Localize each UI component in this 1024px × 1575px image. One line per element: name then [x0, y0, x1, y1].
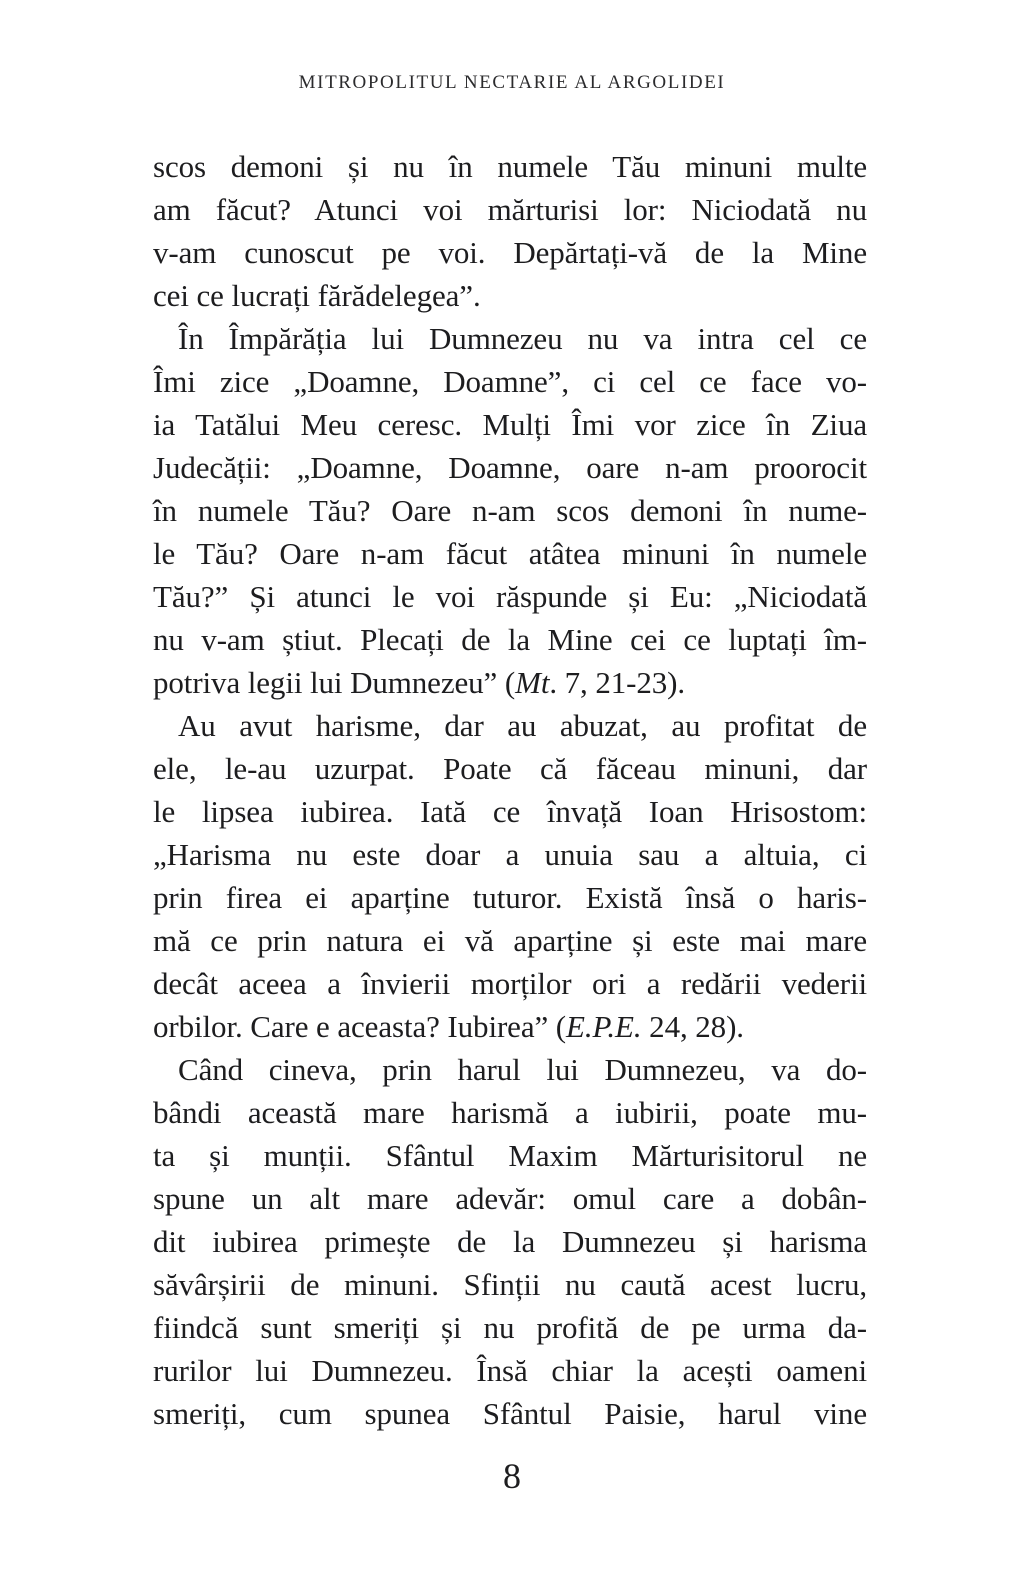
text-line: mă ce prin natura ei vă aparține și este mai mare [153, 923, 867, 958]
text-line: Când cineva, prin harul lui Dumnezeu, va do- [178, 1052, 867, 1087]
text-line: ele, le-au uzurpat. Poate că făceau minuni, dar [153, 751, 867, 786]
text-line: fiindcă sunt smeriți și nu profită de pe urma da- [153, 1310, 867, 1345]
text-line: Au avut harisme, dar au abuzat, au profitat de [178, 708, 867, 743]
text-line: Tău?” Și atunci le voi răspunde și Eu: „Niciodată [153, 579, 867, 614]
text-line [153, 1005, 867, 1048]
text-line: în numele Tău? Oare n-am scos demoni în nume- [153, 493, 867, 528]
text-line: bândi această mare harismă a iubirii, poate mu- [153, 1095, 867, 1130]
text-line: am făcut? Atunci voi mărturisi lor: Niciodată nu [153, 192, 867, 227]
page-number: 8 [503, 1456, 521, 1496]
text-line: În Împărăția lui Dumnezeu nu va intra cel ce [178, 321, 867, 356]
paragraph [153, 145, 867, 317]
paragraph [153, 704, 867, 1048]
text-line: le Tău? Oare n-am făcut atâtea minuni în numele [153, 536, 867, 571]
text-line: ia Tatălui Meu ceresc. Mulți Îmi vor zice în Ziua [153, 407, 867, 442]
text-line: „Harisma nu este doar a unuia sau a altuia, ci [153, 837, 867, 872]
text-line: prin firea ei aparține tuturor. Există însă o haris- [153, 880, 867, 915]
text-line: ta și munții. Sfântul Maxim Mărturisitorul ne [153, 1138, 867, 1173]
text-line: nu v-am știut. Plecați de la Mine cei ce luptați îm- [153, 622, 867, 657]
text-line: Judecății: „Doamne, Doamne, oare n-am proorocit [153, 450, 867, 485]
running-header: MITROPOLITUL NECTARIE AL ARGOLIDEI [298, 72, 726, 93]
page-body [153, 145, 867, 1435]
text-segment: potriva legii lui Dumnezeu” ( [153, 665, 516, 700]
paragraph [153, 1048, 867, 1435]
text-line: le lipsea iubirea. Iată ce învață Ioan Hrisostom: [153, 794, 867, 829]
text-line: săvârșirii de minuni. Sfinții nu caută acest lucru, [153, 1267, 867, 1302]
text-line: spune un alt mare adevăr: omul care a dobân- [153, 1181, 867, 1216]
text-line: smeriți, cum spunea Sfântul Paisie, harul vine [153, 1396, 867, 1431]
text-segment: orbilor. Care e aceasta? Iubirea” ( [153, 1009, 567, 1044]
citation-ref: Mt [515, 665, 550, 700]
text-line: v-am cunoscut pe voi. Depărtați-vă de la Mine [153, 235, 867, 270]
text-line: Îmi zice „Doamne, Doamne”, ci cel ce face vo- [153, 364, 867, 399]
text-line: decât aceea a învierii morților ori a redării vederii [153, 966, 867, 1001]
text-segment: . 7, 21-23). [549, 665, 686, 700]
paragraph [153, 317, 867, 704]
text-line: cei ce lucrați fărădelegea”. [153, 278, 481, 313]
text-line [153, 661, 867, 704]
text-line: rurilor lui Dumnezeu. Însă chiar la acești oameni [153, 1353, 867, 1388]
text-line: dit iubirea primește de la Dumnezeu și harisma [153, 1224, 867, 1259]
text-segment: 24, 28). [641, 1009, 744, 1044]
citation-ref: E.P.E. [566, 1009, 642, 1044]
text-line: scos demoni și nu în numele Tău minuni multe [153, 149, 867, 184]
